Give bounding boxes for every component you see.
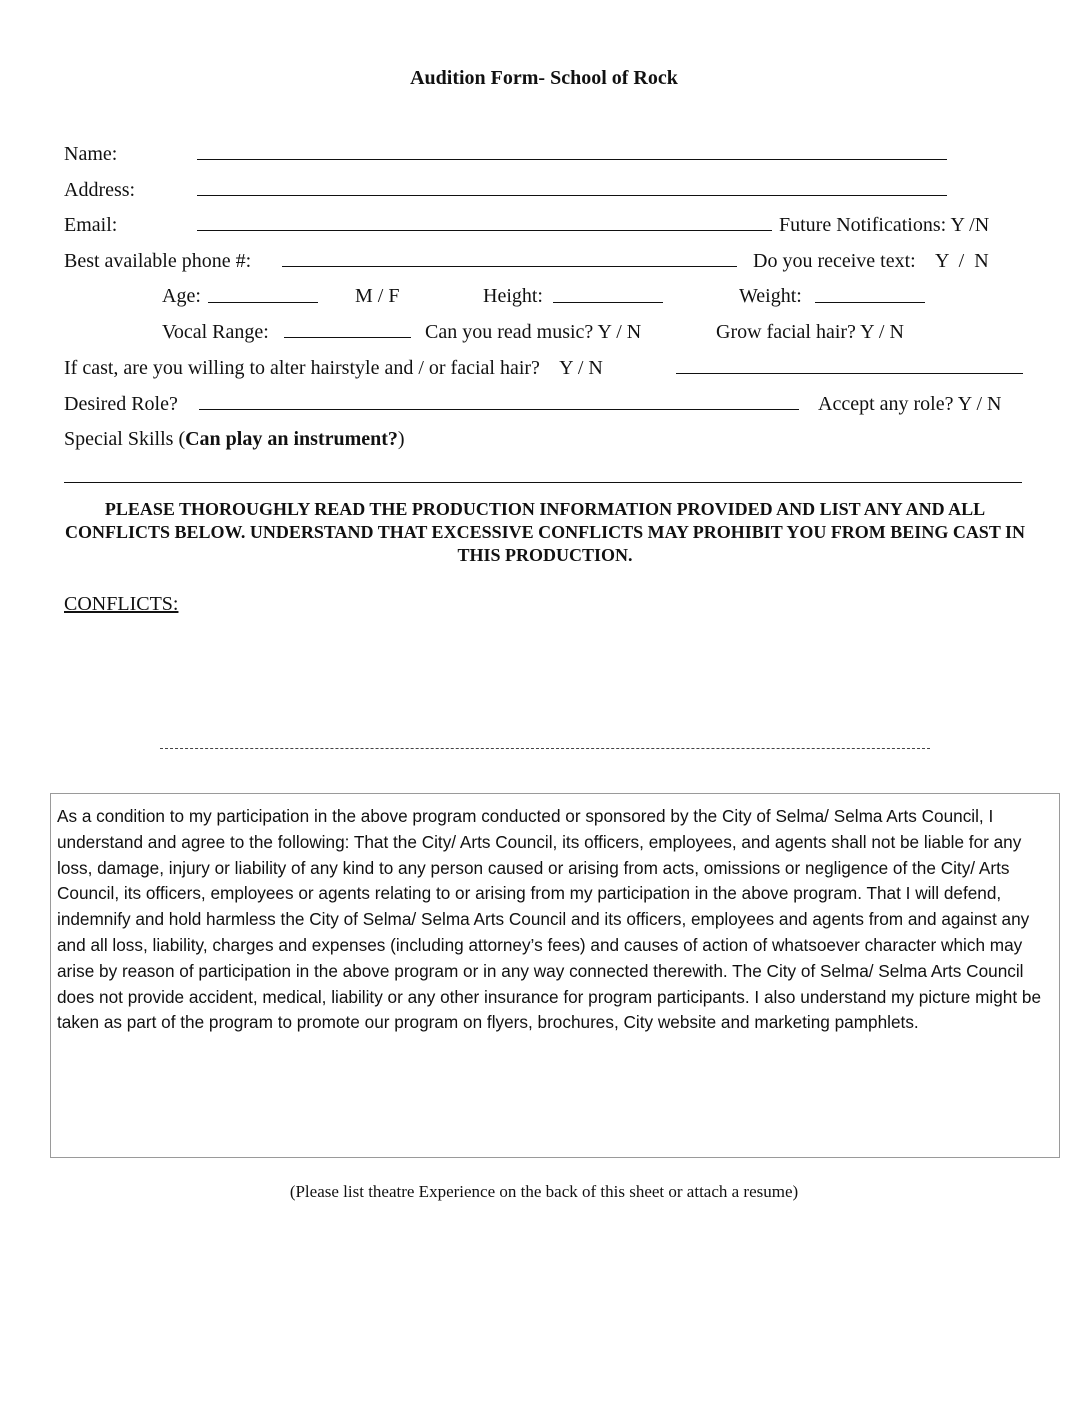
- conflicts-notice: PLEASE THOROUGHLY READ THE PRODUCTION INFORMATION PROVIDED AND LIST ANY AND ALL CONFLICTS BELOW. UNDERSTAND THAT EXCESSIVE CONFLICTS MAY PROHIBIT YOU FROM BEING CAST IN THIS PRODUCTION.: [64, 499, 1026, 565]
- email-field-line[interactable]: [197, 230, 772, 231]
- desired-role-field-line[interactable]: [199, 409, 799, 410]
- weight-label: Weight:: [739, 285, 802, 307]
- name-label: Name:: [64, 143, 118, 165]
- name-field-line[interactable]: [197, 159, 947, 160]
- form-title: Audition Form- School of Rock: [410, 67, 678, 89]
- alter-hair-field-line[interactable]: [676, 373, 1023, 374]
- receive-text-option[interactable]: Do you receive text: Y / N: [753, 250, 989, 272]
- email-label: Email:: [64, 214, 118, 236]
- weight-field-line[interactable]: [815, 302, 925, 303]
- waiver-text-box: As a condition to my participation in the above program conducted or sponsored by the City of Selma/ Selma Arts Council, I understand and agree to the following: That the City/ Arts Council, its officers, employees, and agents shall not be liable for any loss, damage, injury or liability of any kind to any person caused or arising from acts, omissions or negligence of the City/ Arts Council, its officers, employees or agents relating to or arising from my participation in the above program. That I will defend, indemnify and hold harmless the City of Selma/ Selma Arts Council and its officers, employees and agents from and against any and all loss, liability, charges and expenses (including attorney’s fees) and causes of action of whatsoever character which may arise by reason of participation in the above program or in any way connected therewith. The City of Selma/ Selma Arts Council does not provide accident, medical, liability or any other insurance for program participants. I also understand my picture might be taken as part of the program to promote our program on flyers, brochures, City website and marketing pamphlets.: [50, 793, 1060, 1158]
- alter-hair-option[interactable]: If cast, are you willing to alter hairstyle and / or facial hair? Y / N: [64, 357, 603, 379]
- special-skills-prefix: Special Skills (: [64, 428, 186, 450]
- phone-field-line[interactable]: [282, 266, 737, 267]
- future-notifications-option[interactable]: Future Notifications: Y /N: [779, 214, 990, 236]
- facial-hair-option[interactable]: Grow facial hair? Y / N: [716, 321, 904, 343]
- special-skills-emphasis: Can play an instrument?: [185, 428, 398, 450]
- phone-label: Best available phone #:: [64, 250, 252, 272]
- read-music-option[interactable]: Can you read music? Y / N: [425, 321, 642, 343]
- age-field-line[interactable]: [208, 302, 318, 303]
- address-label: Address:: [64, 179, 136, 201]
- dashed-divider: [160, 738, 930, 749]
- desired-role-label: Desired Role?: [64, 393, 178, 415]
- footer-note: (Please list theatre Experience on the back of this sheet or attach a resume): [289, 1182, 799, 1201]
- height-label: Height:: [483, 285, 543, 307]
- special-skills-field-line[interactable]: [64, 482, 1022, 483]
- vocal-range-field-line[interactable]: [284, 337, 411, 338]
- address-field-line[interactable]: [197, 195, 947, 196]
- age-label: Age:: [162, 285, 201, 307]
- conflicts-label: CONFLICTS:: [64, 593, 179, 615]
- special-skills-label: [64, 429, 405, 449]
- accept-role-option[interactable]: Accept any role? Y / N: [818, 393, 1002, 415]
- vocal-range-label: Vocal Range:: [162, 321, 269, 343]
- gender-option[interactable]: M / F: [355, 285, 400, 307]
- height-field-line[interactable]: [553, 302, 663, 303]
- special-skills-suffix: ): [397, 428, 405, 450]
